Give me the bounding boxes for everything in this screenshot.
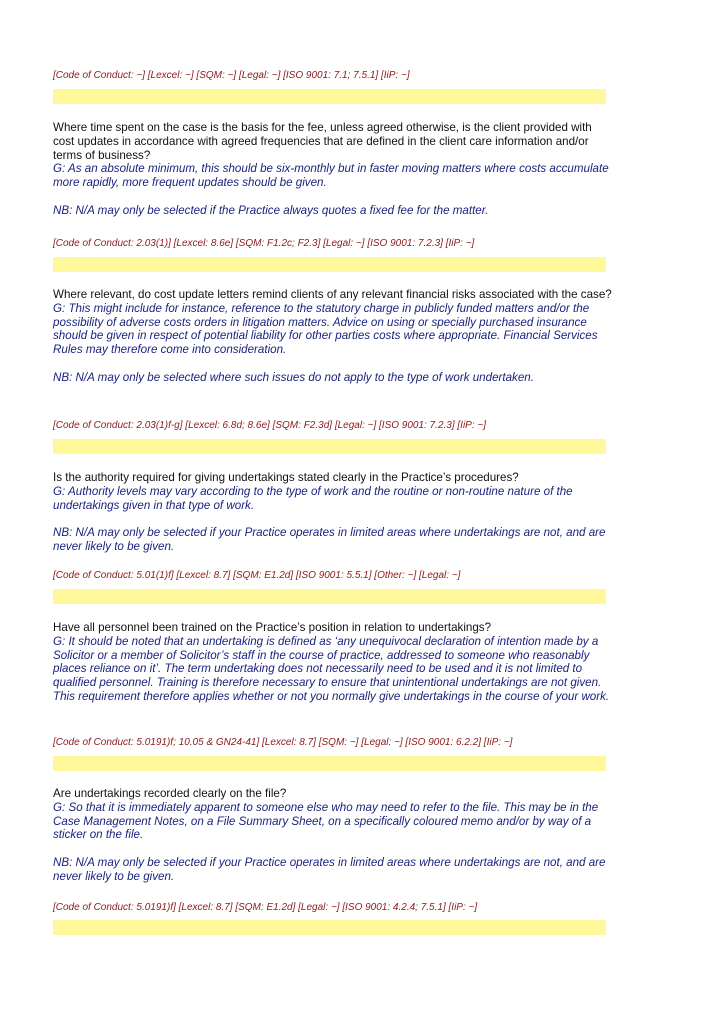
checklist-item bbox=[53, 288, 613, 385]
question-text: Is the authority required for giving undertakings stated clearly in the Practice’s procedures? bbox=[53, 471, 519, 484]
guidance-text: G: As an absolute minimum, this should be six-monthly but in faster moving matters where costs accumulate more rapidly, more frequent updates should be given. bbox=[53, 162, 609, 190]
checklist-item bbox=[53, 121, 613, 218]
checklist-item bbox=[53, 471, 613, 554]
guidance-text: G: It should be noted that an undertaking is defined as ‘any unequivocal declaration of intention made by a Solicitor or a member of Solicitor’s staff in the course of practice, addressed to someone who reasonably places reliance on it’. The term undertaking does not necessarily need to be used and it is not limited to qualified personnel. Training is therefore necessary to ensure that unintentional undertakings are not given. This requirement therefore applies whether or not you normally give undertakings in the course of your work. bbox=[53, 634, 610, 703]
checklist-item bbox=[53, 787, 613, 884]
reference-line: [Code of Conduct: 5.0191)f] [Lexcel: 8.7] [SQM: E1.2d] [Legal: ~] [ISO 9001: 4.2.4; 7.5.1] [IiP: ~] bbox=[53, 902, 478, 913]
question-text: Are undertakings recorded clearly on the file? bbox=[53, 787, 287, 800]
nb-note: NB: N/A may only be selected where such issues do not apply to the type of work undertaken. bbox=[53, 370, 534, 384]
nb-note: NB: N/A may only be selected if your Practice operates in limited areas where undertakings are not, and are never likely to be given. bbox=[53, 856, 606, 883]
checklist-item bbox=[53, 621, 613, 704]
question-text: Where relevant, do cost update letters remind clients of any relevant financial risks associated with the case? bbox=[53, 288, 612, 301]
answer-field[interactable] bbox=[53, 439, 606, 454]
answer-field[interactable] bbox=[53, 589, 606, 604]
answer-field[interactable] bbox=[53, 920, 606, 935]
guidance-text: G: This might include for instance, reference to the statutory charge in publicly funded matters and/or the possibility of adverse costs orders in litigation matters. Advice on using or specially purchased insurance should be given in respect of potential liability for other parties costs where appropriate. Financial Services Rules may therefore come into consideration. bbox=[53, 301, 598, 357]
guidance-text: G: So that it is immediately apparent to someone else who may need to refer to the file. This may be in the Case Management Notes, on a File Summary Sheet, on a specifically coloured memo and/or by way of a sticker on the file. bbox=[53, 800, 599, 842]
reference-line: [Code of Conduct: 2.03(1)] [Lexcel: 8.6e] [SQM: F1.2c; F2.3] [Legal: ~] [ISO 9001: 7.2.3] [IiP: ~] bbox=[53, 238, 475, 249]
answer-field[interactable] bbox=[53, 756, 606, 771]
reference-line: [Code of Conduct: 5.01(1)f] [Lexcel: 8.7] [SQM: E1.2d] [ISO 9001: 5.5.1] [Other: ~] [Legal: ~] bbox=[53, 570, 461, 581]
reference-line: [Code of Conduct: 2.03(1)f-g] [Lexcel: 6.8d; 8.6e] [SQM: F2.3d] [Legal: ~] [ISO 9001: 7.2.3] [IiP: ~] bbox=[53, 420, 487, 431]
question-text: Have all personnel been trained on the Practice’s position in relation to undertakings? bbox=[53, 621, 492, 634]
answer-field[interactable] bbox=[53, 89, 606, 104]
nb-note: NB: N/A may only be selected if the Practice always quotes a fixed fee for the matter. bbox=[53, 203, 489, 217]
answer-field[interactable] bbox=[53, 257, 606, 272]
reference-line: [Code of Conduct: ~] [Lexcel: ~] [SQM: ~] [Legal: ~] [ISO 9001: 7.1; 7.5.1] [IiP: ~] bbox=[53, 70, 410, 81]
question-text: Where time spent on the case is the basis for the fee, unless agreed otherwise, is the client provided with cost updates in accordance with agreed frequencies that are defined in the client care information and/or terms of business? bbox=[53, 121, 592, 162]
nb-note: NB: N/A may only be selected if your Practice operates in limited areas where undertakings are not, and are never likely to be given. bbox=[53, 526, 606, 554]
reference-line: [Code of Conduct: 5.0191)f; 10.05 & GN24-41] [Lexcel: 8.7] [SQM: ~] [Legal: ~] [ISO 9001: 6.2.2] [IiP: ~] bbox=[53, 737, 513, 748]
guidance-text: G: Authority levels may vary according to the type of work and the routine or non-routine nature of the undertakings given in that type of work. bbox=[53, 484, 573, 512]
